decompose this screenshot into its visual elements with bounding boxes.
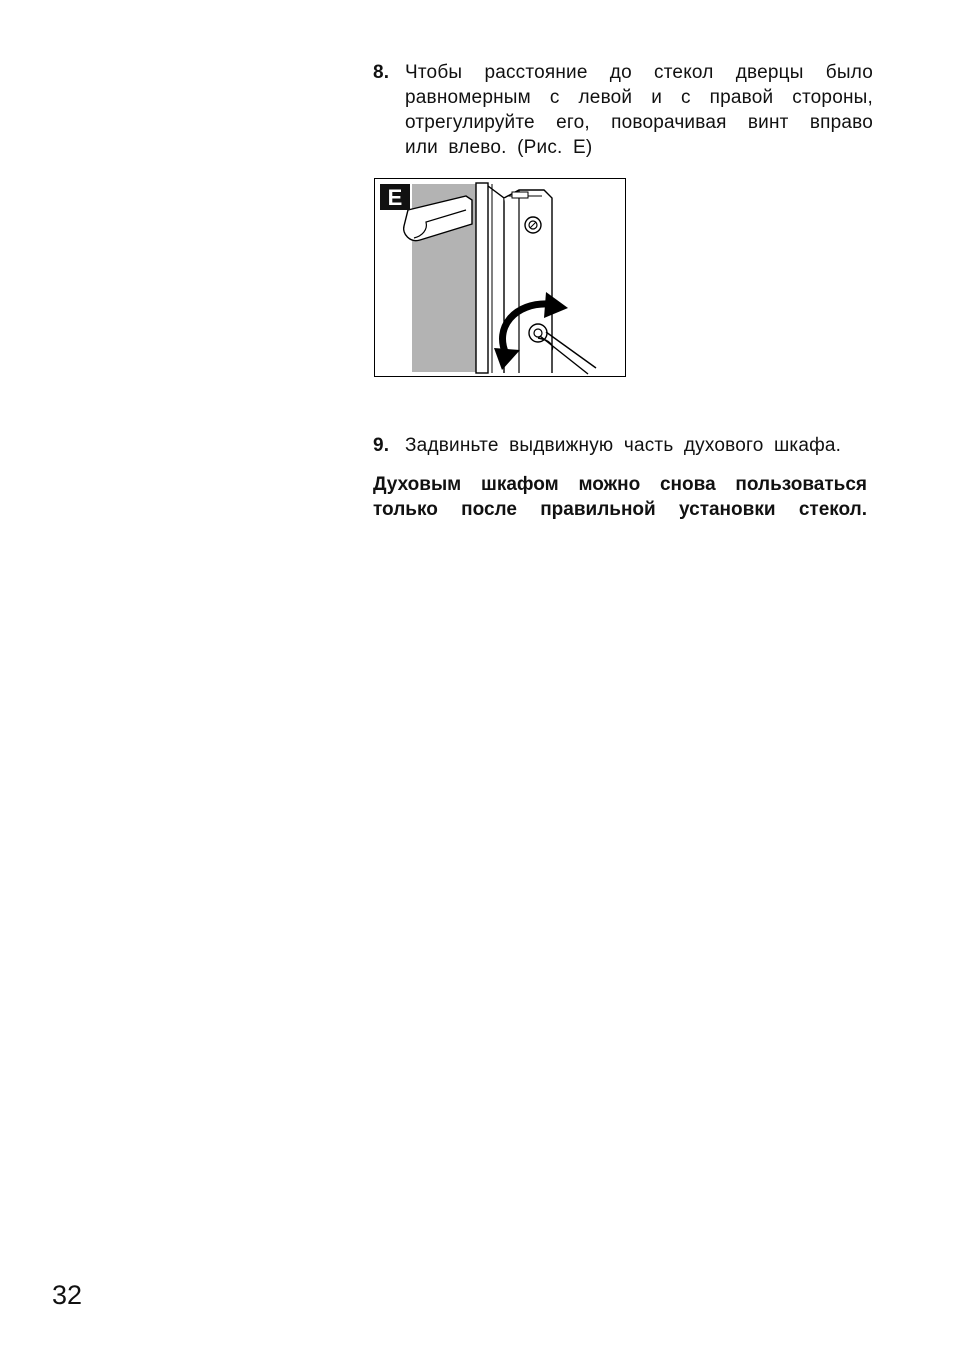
warning-line: Духовым шкафом можно снова пользоваться — [373, 474, 867, 495]
step-text-line: равномерным с левой и с правой стороны, — [405, 87, 873, 108]
step-text — [405, 433, 873, 458]
step-text — [405, 60, 873, 160]
warning-note — [373, 472, 867, 522]
warning-line: только после правильной установки стекол. — [373, 499, 867, 520]
page-number: 32 — [52, 1280, 83, 1310]
step-text-line: Задвиньте выдвижную часть духового шкафа. — [405, 435, 842, 456]
step-9 — [373, 433, 873, 458]
step-number: 8. — [373, 62, 390, 83]
figure-label: E — [387, 185, 403, 210]
step-text-line: или влево. (Рис. E) — [405, 137, 593, 158]
step-number: 9. — [373, 435, 390, 456]
step-text-line: Чтобы расстояние до стекол дверцы было — [405, 62, 873, 83]
step-8 — [373, 60, 873, 160]
figure-e-illustration — [374, 178, 626, 377]
step-text-line: отрегулируйте его, поворачивая винт вправо — [405, 112, 873, 133]
